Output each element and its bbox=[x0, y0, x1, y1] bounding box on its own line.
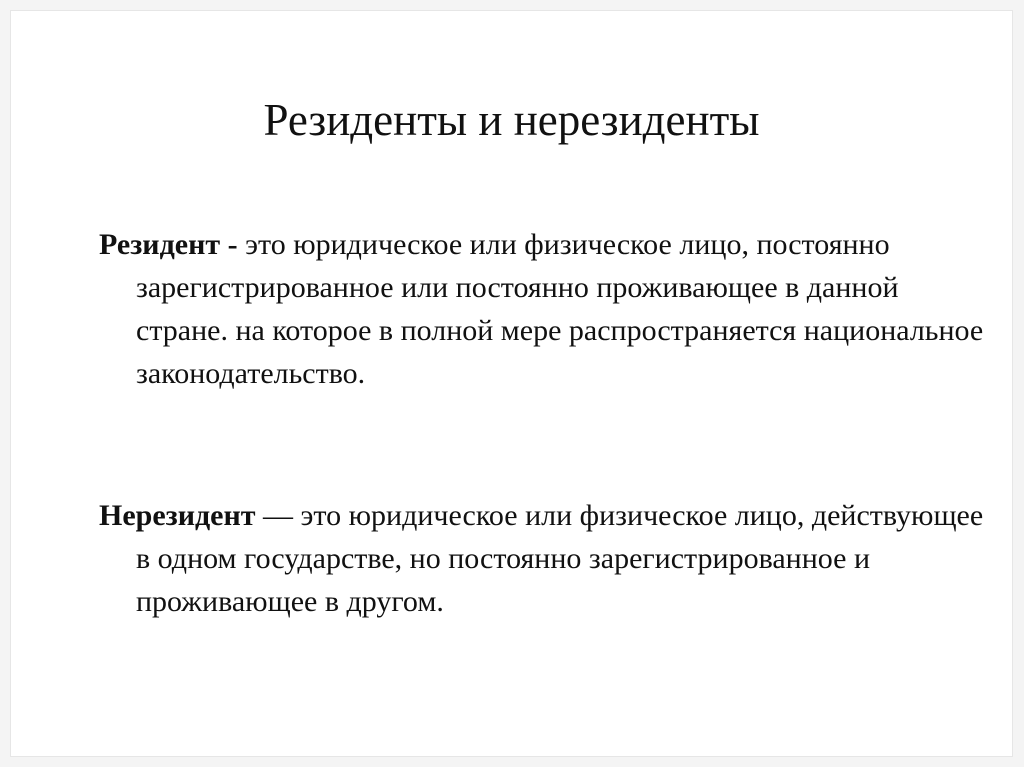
resident-term-separator: - bbox=[220, 228, 246, 261]
slide bbox=[10, 10, 1013, 757]
resident-definition-paragraph bbox=[99, 223, 996, 395]
resident-term-label: Резидент bbox=[99, 228, 221, 261]
nonresident-definition-paragraph bbox=[99, 494, 996, 623]
resident-definition-text: это юридическое или физическое лицо, постоянно зарегистрированное или постоянно проживающее в данной стране. на которое в полной мере распространяется национальное законодательство. bbox=[136, 228, 984, 390]
resident-term bbox=[99, 228, 245, 261]
nonresident-term-separator: — bbox=[255, 499, 301, 532]
slide-title: Резиденты и нерезиденты bbox=[263, 95, 760, 146]
nonresident-definition-text: это юридическое или физическое лицо, действующее в одном государстве, но постоянно зарегистрированное и проживающее в другом. bbox=[136, 499, 984, 618]
nonresident-term: Нерезидент bbox=[99, 499, 256, 532]
